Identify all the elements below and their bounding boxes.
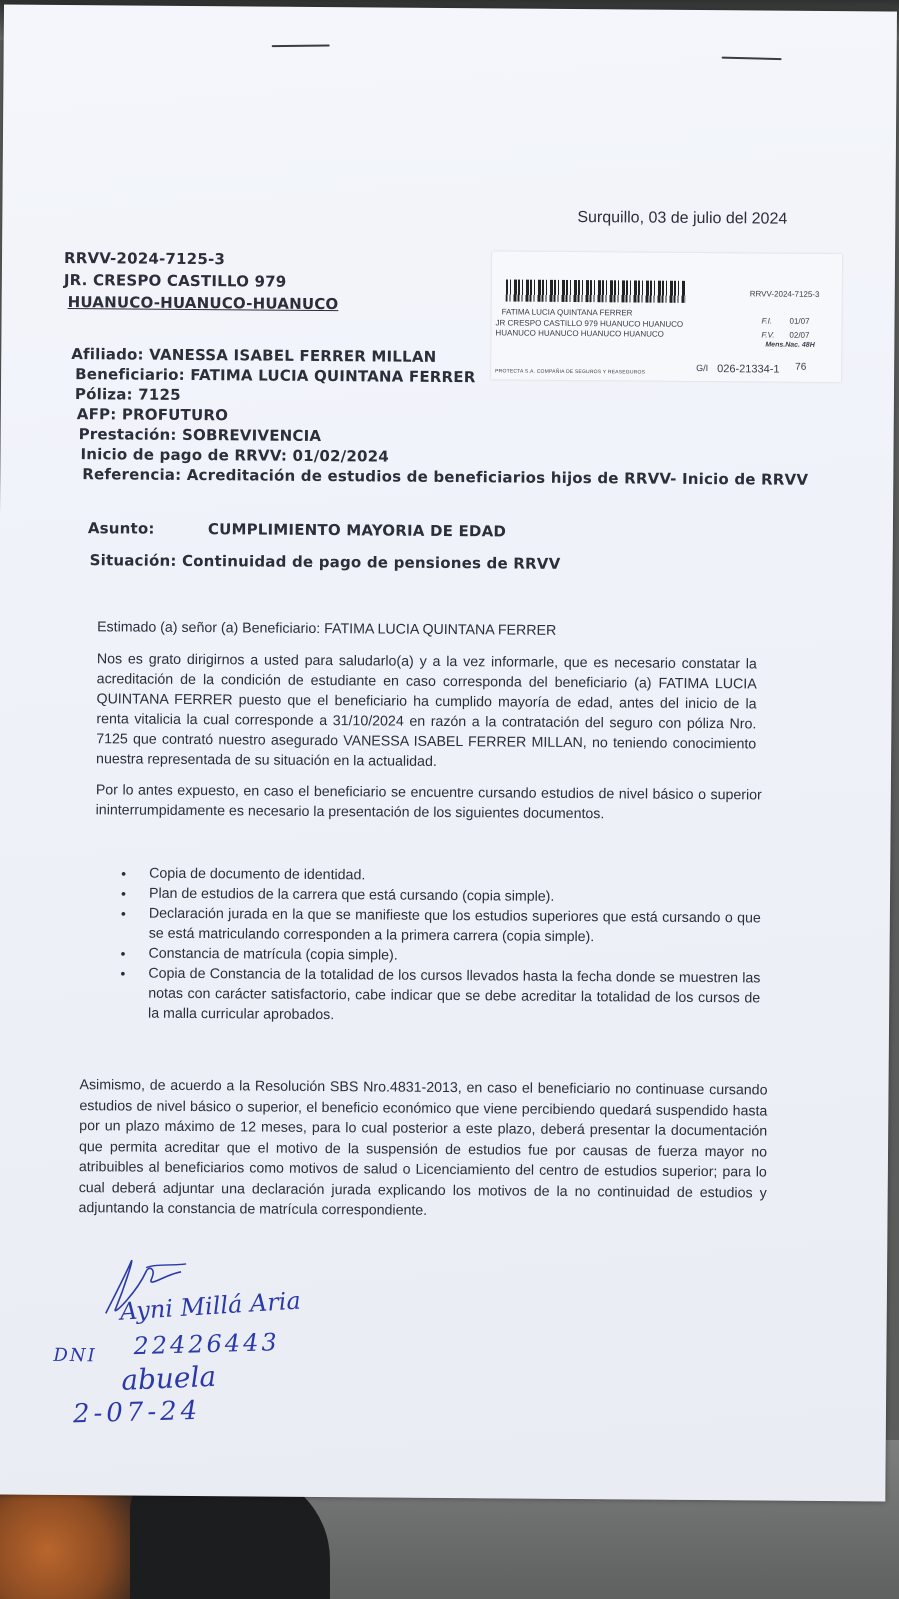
asunto-label: Asunto:: [87, 519, 155, 538]
label-fv: F.V.: [761, 330, 775, 340]
situacion: Situación: Continuidad de pago de pensiones de RRVV: [89, 551, 561, 573]
barcode: [506, 279, 686, 302]
reference-code: RRVV-2024-7125-3: [63, 248, 226, 269]
paragraph-1: Nos es grato dirigirnos a usted para saludarlo(a) y a la vez informarle, que es necesario constatar la acreditación de la condición de estudiante en caso corresponda del beneficiario (a) FATIMA LUCIA QUINTANA FERRER puesto que el beneficiario ha cumplido mayoría de edad, antes del inicio de la renta vitalicia la cual corresponde a 31/10/2024 en razón a la contratación del seguro con póliza Nro. 7125 que contrató nuestro asegurado VANESSA ISABEL FERRER MILLAN, no teniendo conocimiento nuestra representada de su situación en la actualidad.: [96, 651, 757, 770]
paragraph-3: Asimismo, de acuerdo a la Resolución SBS Nro.4831-2013, en caso el beneficiario no continuase cursando estudios de nivel básico o superior, el beneficio económico que viene percibiendo quedará suspendido hasta por un plazo máximo de 12 meses, para lo cual posterior a este plazo, deberá presentar la documentación que permita acreditar que el motivo de la suspensión de estudios fue por causas de fuerza mayor no atribuibles al beneficiarios como motivos de salud o Licenciamiento del centro de estudios superior; para lo cual deberá adjuntar una declaración jurada explicando los motivos de la no continuidad de estudios y adjuntando la constancia de matrícula correspondiente.: [78, 1077, 768, 1219]
detail-beneficiario: Beneficiario: FATIMA LUCIA QUINTANA FERRER: [75, 365, 476, 387]
detail-afiliado: Afiliado: VANESSA ISABEL FERRER MILLAN: [71, 345, 437, 366]
staple-mark: [722, 57, 782, 61]
signature-name: Ayni Millá Aria: [119, 1286, 302, 1326]
documents-list: [120, 863, 761, 1028]
label-address-2: HUANUCO HUANUCO HUANUCO HUANUCO: [495, 328, 664, 339]
list-item: • Copia de Constancia de la totalidad de los cursos llevados hasta la fecha donde se muestren las notas con carácter satisfactorio, cabe indicar que se debe acreditar la totalidad de los cursos de la malla curricular aprobados.: [120, 963, 760, 1028]
label-name: FATIMA LUCIA QUINTANA FERRER: [501, 307, 633, 318]
staple-mark: [272, 45, 330, 48]
label-fv-value: 02/07: [789, 330, 810, 340]
label-gi: G/I: [696, 362, 709, 374]
detail-prestacion: Prestación: SOBREVIVENCIA: [78, 425, 322, 445]
label-guide-number: 026-21334-1: [717, 363, 780, 376]
list-item: • Plan de estudios de la carrera que está cursando (copia simple).: [121, 883, 761, 908]
handwritten-date: 2-07-24: [72, 1395, 202, 1430]
dni-number: 22426443: [133, 1328, 281, 1361]
letter-page: [0, 4, 897, 1501]
label-count: 76: [795, 361, 807, 373]
label-fi-value: 01/07: [789, 316, 810, 326]
label-mens: Mens.Nac. 48H: [765, 341, 815, 349]
label-code: RRVV-2024-7125-3: [749, 289, 820, 299]
place-date: Surquillo, 03 de julio del 2024: [577, 209, 788, 228]
label-company: PROTECTA S.A. COMPAÑIA DE SEGUROS Y REASEGUROS: [495, 368, 646, 376]
list-item: • Copia de documento de identidad.: [121, 863, 761, 888]
list-item: • Constancia de matrícula (copia simple).: [120, 943, 760, 968]
detail-afp: AFP: PROFUTURO: [76, 405, 229, 425]
detail-inicio-pago: Inicio de pago de RRVV: 01/02/2024: [80, 445, 390, 466]
address-line-1: JR. CRESPO CASTILLO 979: [63, 270, 287, 291]
mailing-label: [491, 251, 842, 382]
greeting: Estimado (a) señor (a) Beneficiario: FATIMA LUCIA QUINTANA FERRER: [97, 619, 557, 639]
dni-label: DNI: [53, 1344, 97, 1367]
paragraph-2: Por lo antes expuesto, en caso el beneficiario se encuentre cursando estudios de nivel básico o superior ininterrumpidamente es necesario la presentación de los siguientes documentos.: [95, 782, 762, 823]
detail-poliza: Póliza: 7125: [74, 385, 181, 404]
label-address-1: JR CRESPO CASTILLO 979 HUANUCO HUANUCO: [495, 318, 684, 329]
label-fi: F.I.: [761, 316, 773, 326]
relation-note: abuela: [120, 1359, 217, 1397]
asunto-value: CUMPLIMIENTO MAYORIA DE EDAD: [207, 520, 507, 541]
detail-referencia: Referencia: Acreditación de estudios de beneficiarios hijos de RRVV- Inicio de RRVV: [82, 465, 809, 489]
list-item: • Declaración jurada en la que se manifieste que los estudios superiores que está cursando o que se está matriculando corresponden a la primera carrera (copia simple).: [121, 903, 761, 948]
address-line-2: HUANUCO-HUANUCO-HUANUCO: [67, 293, 339, 314]
